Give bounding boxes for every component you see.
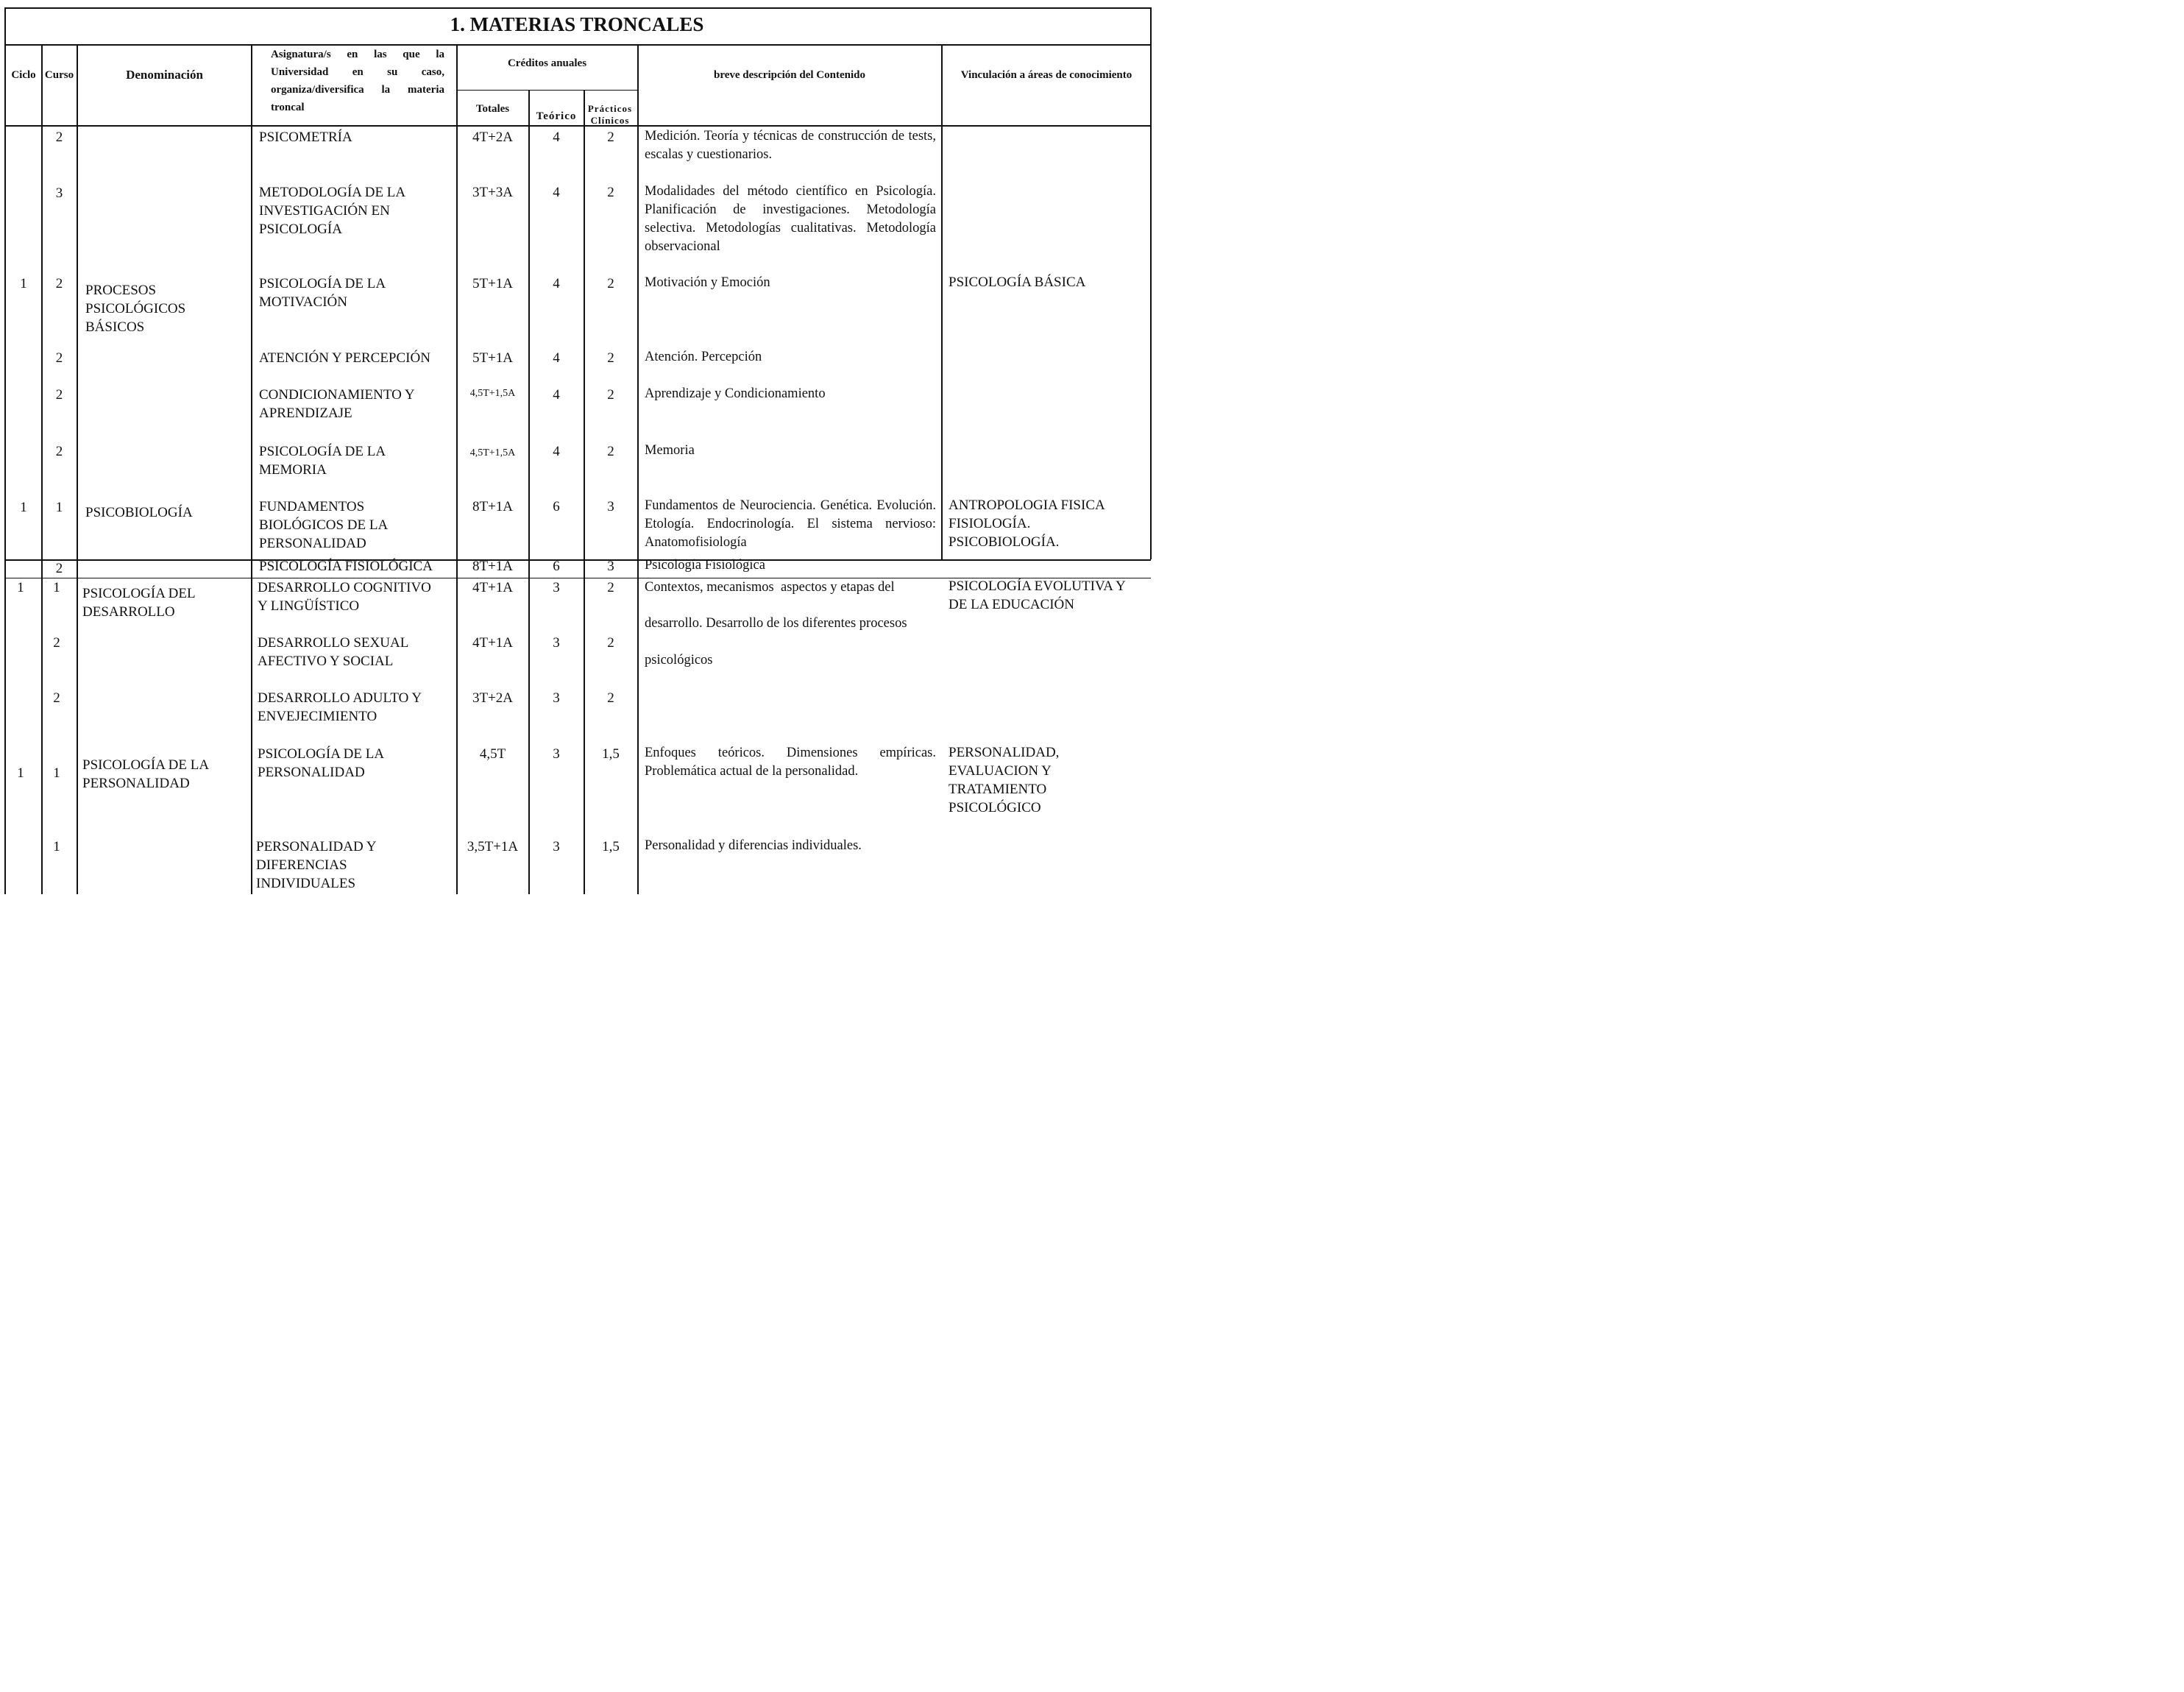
row-practicos: 1,5 bbox=[602, 746, 620, 762]
row-totales: 5T+1A bbox=[472, 276, 514, 291]
row-teoricos: 4 bbox=[553, 387, 560, 403]
group-ciclo: 1 bbox=[17, 765, 24, 781]
row-descripcion: Contextos, mecanismos aspectos y etapas del bbox=[645, 580, 895, 595]
row-curso: 1 bbox=[55, 500, 63, 515]
group-denominacion bbox=[82, 756, 248, 793]
asignatura-line: METODOLOGÍA DE LA bbox=[259, 185, 406, 200]
row-totales: 4T+2A bbox=[472, 130, 514, 145]
group-ciclo: 1 bbox=[20, 500, 27, 515]
row-descripcion: Atención. Percepción bbox=[645, 350, 762, 364]
group-ciclo: 1 bbox=[17, 580, 24, 595]
row-teoricos: 3 bbox=[553, 635, 560, 651]
row-totales: 4T+1A bbox=[472, 580, 514, 595]
row-asignatura bbox=[258, 634, 456, 670]
row-descripcion: desarrollo. Desarrollo de los diferentes procesos bbox=[645, 616, 907, 631]
asignatura-line: Y LINGÜÍSTICO bbox=[258, 598, 360, 614]
asignatura-line: DESARROLLO ADULTO Y bbox=[258, 690, 422, 706]
group-areas bbox=[949, 577, 1150, 614]
group-ciclo: 1 bbox=[20, 276, 27, 291]
row-descripcion: Memoria bbox=[645, 443, 695, 458]
row-descripcion: Modalidades del método científico en Psicología. Planificación de investigaciones. Metodología selectiva. Metodologías cualitativas. Metodología observacional bbox=[645, 184, 936, 254]
asignatura-line: BIOLÓGICOS DE LA bbox=[259, 517, 389, 533]
col-line-denominacion bbox=[251, 44, 252, 894]
area-line: PSICOLÓGICO bbox=[949, 800, 1041, 815]
header-curso: Curso bbox=[44, 69, 74, 81]
denominacion-line: PSICOBIOLOGÍA bbox=[85, 505, 193, 520]
header-denominacion: Denominación bbox=[126, 68, 203, 82]
asignatura-line: PSICOLOGÍA DE LA bbox=[259, 444, 386, 459]
row-curso: 2 bbox=[55, 276, 63, 291]
row-practicos: 2 bbox=[607, 387, 614, 403]
asignatura-line: PSICOLOGÍA bbox=[259, 222, 342, 237]
row-descripcion: Aprendizaje y Condicionamiento bbox=[645, 386, 826, 401]
row-asignatura bbox=[259, 349, 456, 367]
col-line-descripcion bbox=[941, 44, 943, 559]
row-asignatura bbox=[259, 498, 454, 553]
header-divider bbox=[4, 125, 1151, 127]
asignatura-line: DESARROLLO SEXUAL bbox=[258, 635, 409, 651]
row-teoricos: 6 bbox=[553, 559, 560, 574]
row-asignatura bbox=[258, 689, 456, 726]
col-line-asignatura bbox=[456, 44, 458, 894]
asignatura-line: PERSONALIDAD bbox=[258, 765, 365, 780]
header-practicos: Prácticos Clínicos bbox=[587, 103, 633, 126]
asignatura-line: FUNDAMENTOS bbox=[259, 499, 365, 514]
row-teoricos: 4 bbox=[553, 350, 560, 366]
area-line: PSICOBIOLOGÍA. bbox=[949, 534, 1060, 550]
row-practicos: 2 bbox=[607, 690, 614, 706]
row-descripcion: Motivación y Emoción bbox=[645, 275, 770, 290]
col-line-totales bbox=[528, 90, 530, 894]
row-asignatura bbox=[258, 745, 456, 782]
asignatura-line: PSICOLOGÍA DE LA bbox=[258, 746, 385, 762]
area-line: PERSONALIDAD, bbox=[949, 745, 1060, 760]
group-areas bbox=[949, 496, 1149, 551]
row-curso: 2 bbox=[55, 130, 63, 145]
row-descripcion: Psicología Fisiológica bbox=[645, 558, 765, 573]
area-line: TRATAMIENTO bbox=[949, 782, 1047, 797]
header-descripcion: breve descripción del Contenido bbox=[714, 69, 865, 81]
asignatura-line: PSICOLOGÍA FISIOLÓGICA bbox=[259, 559, 433, 574]
asignatura-line: ENVEJECIMIENTO bbox=[258, 709, 377, 724]
asignatura-line: DESARROLLO COGNITIVO bbox=[258, 580, 431, 595]
row-asignatura bbox=[259, 128, 454, 146]
row-teoricos: 3 bbox=[553, 690, 560, 706]
area-line: EVALUACION Y bbox=[949, 763, 1052, 779]
asignatura-line: PERSONALIDAD Y bbox=[256, 839, 377, 854]
row-curso: 2 bbox=[53, 690, 60, 706]
denominacion-line: PSICOLOGÍA DE LA bbox=[82, 757, 210, 773]
row-teoricos: 6 bbox=[553, 499, 560, 514]
header-totales: Totales bbox=[475, 103, 510, 115]
header-ciclo: Ciclo bbox=[11, 69, 36, 81]
row-curso: 2 bbox=[55, 387, 63, 403]
row-practicos: 3 bbox=[607, 559, 614, 574]
row-descripcion: Enfoques teóricos. Dimensiones empíricas. Problemática actual de la personalidad. bbox=[645, 746, 936, 779]
col-line-curso bbox=[77, 44, 78, 894]
asignatura-line: PSICOMETRÍA bbox=[259, 130, 352, 145]
row-practicos: 1,5 bbox=[602, 839, 620, 854]
asignatura-line: MEMORIA bbox=[259, 462, 327, 478]
row-asignatura bbox=[259, 442, 454, 479]
row-teoricos: 3 bbox=[553, 580, 560, 595]
asignatura-line: DIFERENCIAS bbox=[256, 857, 347, 873]
row-descripcion: Personalidad y diferencias individuales. bbox=[645, 838, 862, 853]
creditos-divider bbox=[456, 90, 637, 91]
row-teoricos: 3 bbox=[553, 839, 560, 854]
row-totales: 3,5T+1A bbox=[467, 839, 519, 854]
col-line-practicos bbox=[637, 44, 639, 894]
denominacion-line: PSICOLOGÍA DEL bbox=[82, 586, 196, 601]
row-teoricos: 4 bbox=[553, 185, 560, 200]
asignatura-line: PSICOLOGÍA DE LA bbox=[259, 276, 386, 291]
row-curso: 3 bbox=[55, 185, 63, 201]
row-totales: 4,5T+1,5A bbox=[469, 388, 516, 399]
asignatura-line: AFECTIVO Y SOCIAL bbox=[258, 654, 394, 669]
asignatura-line: MOTIVACIÓN bbox=[259, 294, 347, 310]
area-line: FISIOLOGÍA. bbox=[949, 516, 1031, 531]
row-curso: 2 bbox=[55, 350, 63, 366]
table-border-left bbox=[4, 7, 6, 894]
row-curso: 2 bbox=[55, 561, 63, 576]
row-curso: 2 bbox=[55, 444, 63, 459]
asignatura-line: INDIVIDUALES bbox=[256, 876, 356, 891]
page-title: 1. MATERIAS TRONCALES bbox=[450, 13, 704, 35]
row-curso: 1 bbox=[53, 839, 60, 854]
row-practicos: 2 bbox=[607, 350, 614, 366]
group-denominacion bbox=[85, 503, 247, 522]
asignatura-line: ATENCIÓN Y PERCEPCIÓN bbox=[259, 350, 430, 366]
row-practicos: 2 bbox=[607, 276, 614, 291]
asignatura-line: INVESTIGACIÓN EN bbox=[259, 203, 390, 219]
row-practicos: 2 bbox=[607, 580, 614, 595]
denominacion-line: PSICOLÓGICOS bbox=[85, 301, 186, 316]
row-totales: 4,5T bbox=[479, 746, 506, 762]
row-asignatura bbox=[258, 578, 456, 615]
header-asignatura: Asignatura/s en las que la Universidad en su caso, organiza/diversifica la materia troncal bbox=[271, 49, 444, 113]
row-teoricos: 4 bbox=[553, 130, 560, 145]
row-totales: 4,5T+1,5A bbox=[469, 447, 516, 459]
area-line: PSICOLOGÍA EVOLUTIVA Y bbox=[949, 578, 1126, 594]
row-practicos: 3 bbox=[607, 499, 614, 514]
row-asignatura bbox=[256, 838, 455, 893]
denominacion-line: BÁSICOS bbox=[85, 319, 145, 335]
row-practicos: 2 bbox=[607, 130, 614, 145]
row-curso: 2 bbox=[53, 635, 60, 651]
row-teoricos: 4 bbox=[553, 276, 560, 291]
row-totales: 3T+2A bbox=[472, 690, 514, 706]
row-totales: 8T+1A bbox=[472, 499, 514, 514]
group-areas bbox=[949, 743, 1149, 817]
row-asignatura bbox=[259, 557, 456, 576]
asignatura-line: PERSONALIDAD bbox=[259, 536, 366, 551]
row-descripcion: psicológicos bbox=[645, 653, 713, 668]
row-teoricos: 4 bbox=[553, 444, 560, 459]
row-totales: 8T+1A bbox=[472, 559, 514, 574]
row-asignatura bbox=[259, 275, 454, 311]
row-asignatura bbox=[259, 386, 454, 422]
header-creditos: Créditos anuales bbox=[507, 57, 587, 69]
col-line-teoricos bbox=[584, 90, 585, 894]
asignatura-line: APRENDIZAJE bbox=[259, 406, 352, 421]
row-practicos: 2 bbox=[607, 185, 614, 200]
row-practicos: 2 bbox=[607, 635, 614, 651]
area-line: DE LA EDUCACIÓN bbox=[949, 597, 1074, 612]
header-teoricos: Teórico bbox=[536, 110, 577, 122]
area-line: ANTROPOLOGIA FISICA bbox=[949, 498, 1105, 513]
header-vinculacion: Vinculación a áreas de conocimiento bbox=[960, 69, 1132, 81]
row-curso: 1 bbox=[53, 765, 60, 781]
row-descripcion: Fundamentos de Neurociencia. Genética. Evolución. Etología. Endocrinología. El sistema nervioso: Anatomofisiología bbox=[645, 498, 936, 550]
denominacion-line: PROCESOS bbox=[85, 283, 157, 298]
row-totales: 5T+1A bbox=[472, 350, 514, 366]
row-practicos: 2 bbox=[607, 444, 614, 459]
row-asignatura bbox=[259, 183, 454, 238]
area-line: PSICOLOGÍA BÁSICA bbox=[949, 275, 1086, 290]
row-totales: 3T+3A bbox=[472, 185, 514, 200]
row-teoricos: 3 bbox=[553, 746, 560, 762]
table-border-right bbox=[1150, 7, 1152, 559]
denominacion-line: PERSONALIDAD bbox=[82, 776, 190, 791]
row-totales: 4T+1A bbox=[472, 635, 514, 651]
group-denominacion bbox=[85, 281, 247, 336]
row-curso: 1 bbox=[53, 580, 60, 595]
table-border-top bbox=[4, 7, 1151, 9]
row-descripcion: Medición. Teoría y técnicas de construcción de tests, escalas y cuestionarios. bbox=[645, 129, 936, 162]
group-areas bbox=[949, 273, 1149, 291]
denominacion-line: DESARROLLO bbox=[82, 604, 175, 620]
group-denominacion bbox=[82, 584, 248, 621]
asignatura-line: CONDICIONAMIENTO Y bbox=[259, 387, 415, 403]
title-divider bbox=[4, 44, 1151, 46]
